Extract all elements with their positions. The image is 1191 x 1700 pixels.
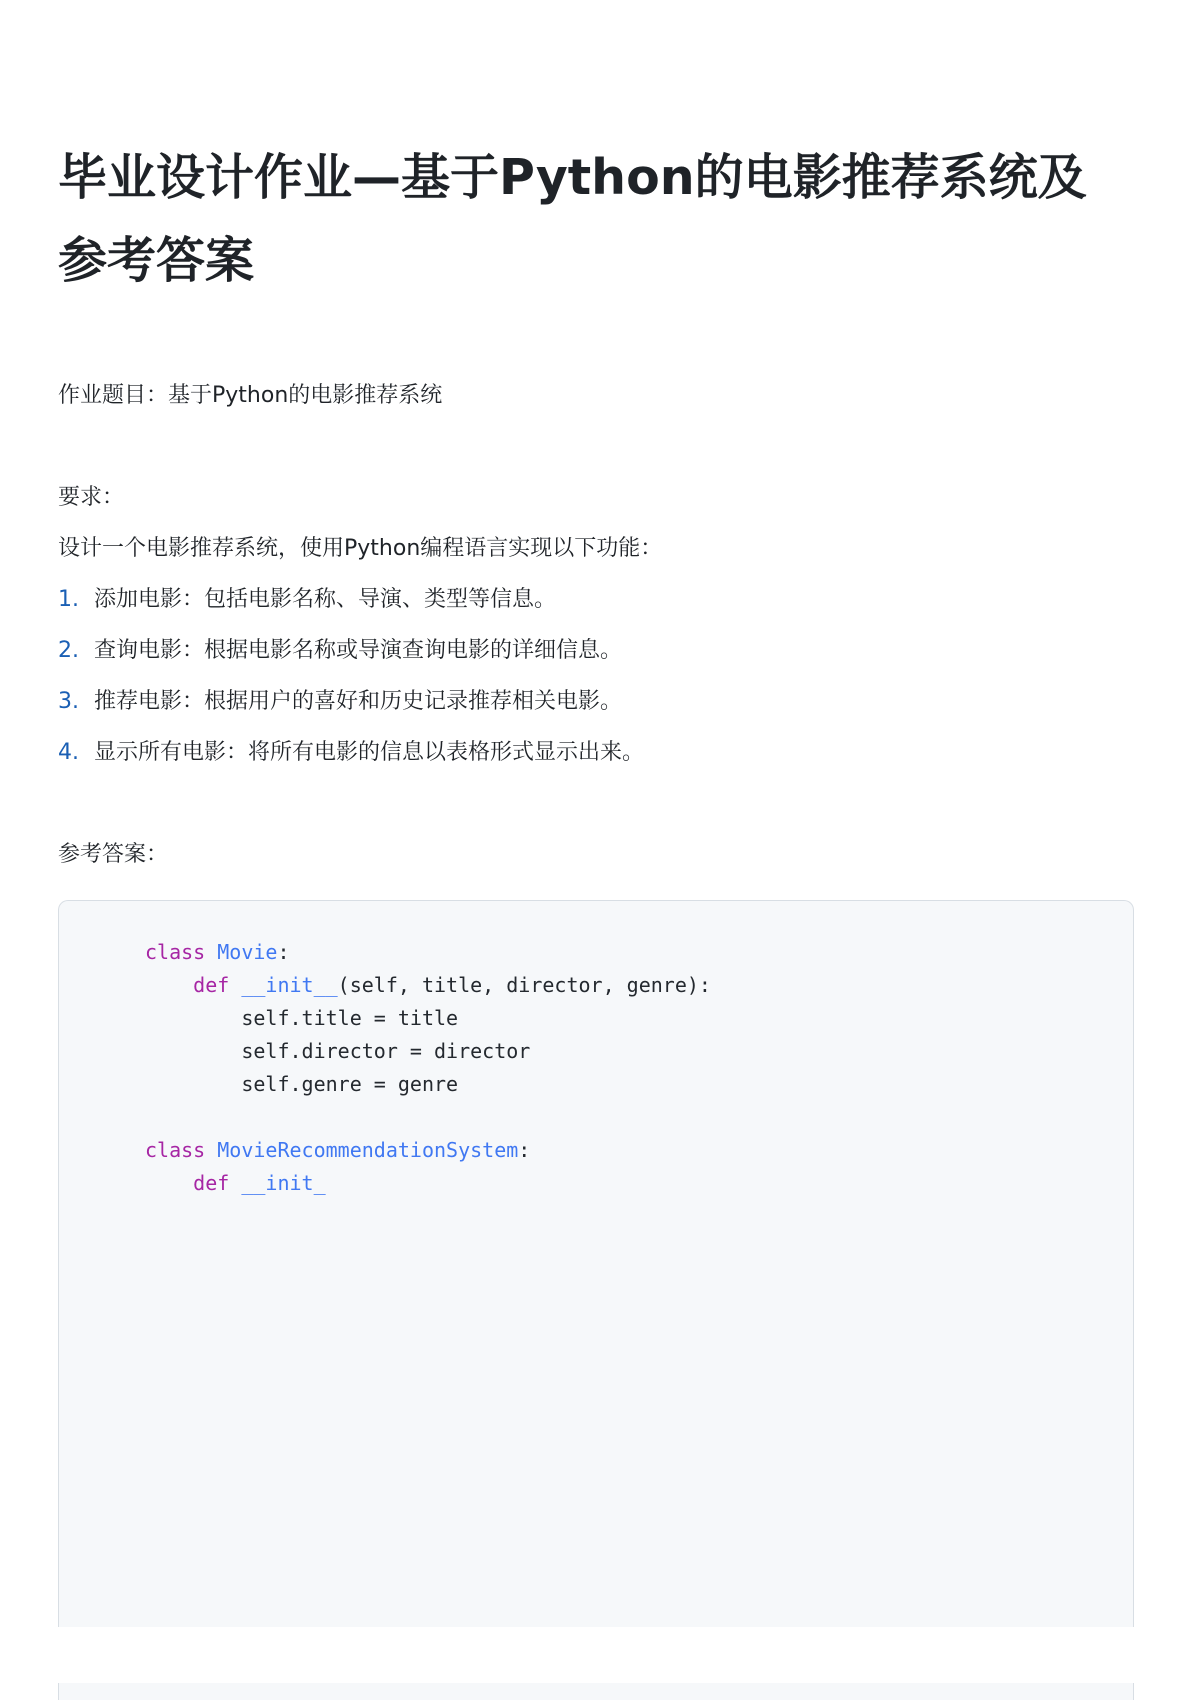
code-text: :: [518, 1138, 531, 1162]
code-keyword: def: [193, 1171, 230, 1195]
list-item-number: 3.: [58, 689, 79, 714]
topic-line: 作业题目：基于Python的电影推荐系统: [58, 383, 443, 408]
list-item-text: 推荐电影：根据用户的喜好和历史记录推荐相关电影。: [94, 689, 623, 714]
code-line: self.genre = genre: [145, 1072, 459, 1096]
code-line: self.director = director: [145, 1039, 531, 1063]
code-function-name: __init__: [241, 973, 338, 997]
requirements-list: [58, 585, 644, 789]
code-lines: [145, 936, 711, 1200]
code-line: [145, 1101, 711, 1134]
list-item-number: 4.: [58, 740, 79, 765]
code-indent: [145, 973, 193, 997]
code-line: self.title = title: [145, 1006, 459, 1030]
document-title: 毕业设计作业—基于Python的电影推荐系统及参考答案: [58, 149, 1087, 289]
code-block: [58, 900, 1134, 1700]
code-indent: [145, 1171, 193, 1195]
list-item-text: 显示所有电影：将所有电影的信息以表格形式显示出来。: [94, 740, 645, 765]
code-keyword: class: [145, 1138, 206, 1162]
list-item: [58, 687, 644, 738]
list-item-text: 查询电影：根据电影名称或导演查询电影的详细信息。: [94, 638, 623, 663]
list-item: [58, 585, 644, 636]
code-text: :: [277, 940, 290, 964]
list-item-number: 2.: [58, 638, 79, 663]
code-function-name: __init_: [241, 1171, 326, 1195]
list-item: [58, 636, 644, 687]
page-bottom-edge: [0, 1627, 1191, 1683]
list-item-text: 添加电影：包括电影名称、导演、类型等信息。: [94, 587, 557, 612]
code-keyword: class: [145, 940, 206, 964]
list-item: [58, 738, 644, 789]
code-class-name: MovieRecommendationSystem: [217, 1138, 519, 1162]
answer-heading: 参考答案：: [58, 842, 169, 867]
code-line: [145, 1134, 711, 1167]
code-line: [145, 936, 711, 969]
requirements-heading: 要求：: [58, 485, 125, 510]
list-item-number: 1.: [58, 587, 79, 612]
requirements-intro: 设计一个电影推荐系统，使用Python编程语言实现以下功能：: [58, 536, 663, 561]
code-keyword: def: [193, 973, 230, 997]
code-line: [145, 1167, 711, 1200]
code-class-name: Movie: [217, 940, 278, 964]
code-line: [145, 969, 711, 1002]
code-text: (self, title, director, genre):: [337, 973, 711, 997]
